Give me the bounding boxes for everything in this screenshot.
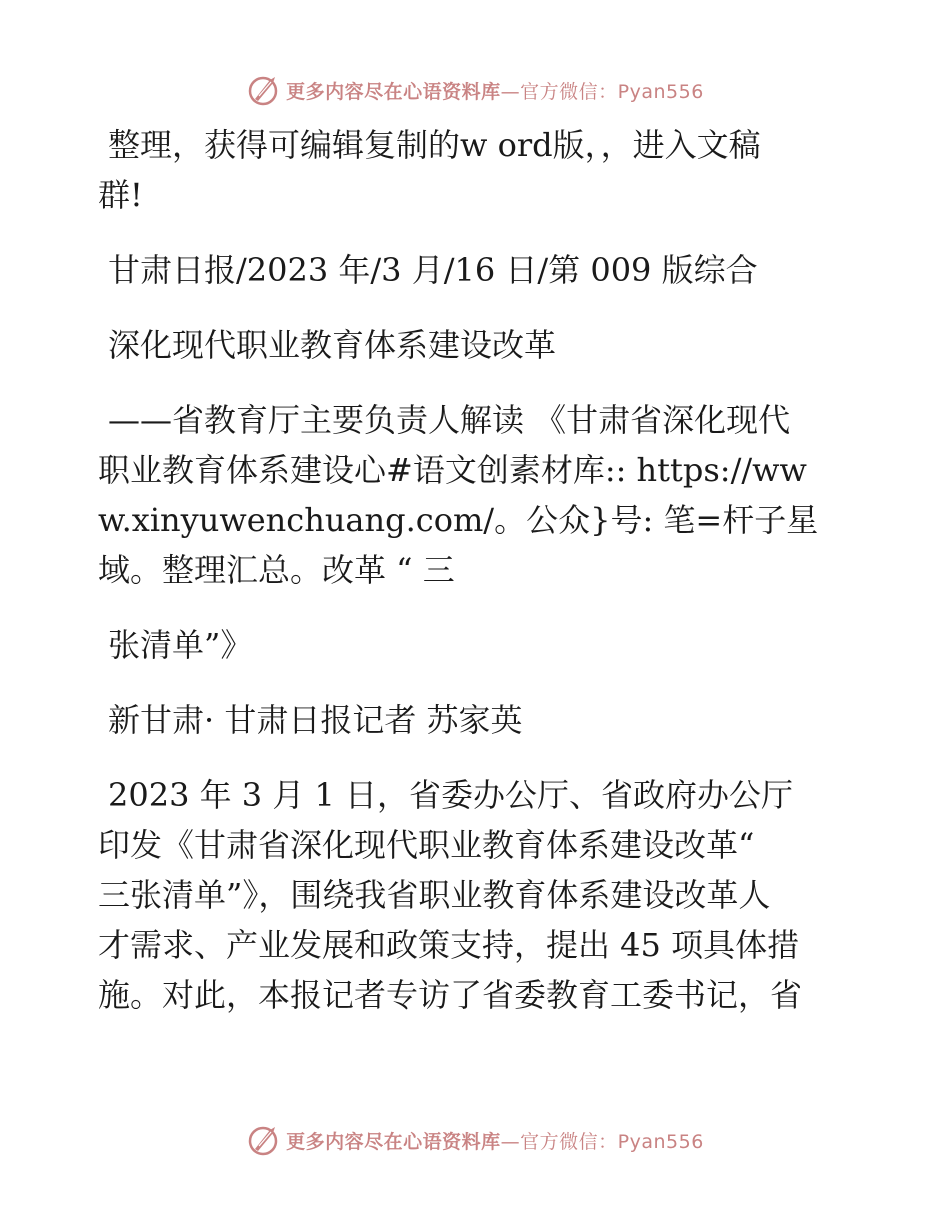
quill-logo-icon <box>246 72 282 108</box>
watermark-brand: 更多内容尽在心语资料库 <box>286 80 501 103</box>
document-body <box>98 120 853 1020</box>
byline: 新甘肃· 甘肃日报记者 苏家英 <box>108 701 523 739</box>
watermark-text <box>286 1127 704 1154</box>
body-line: 施。对此，本报记者专访了省委教育工委书记，省 <box>98 976 803 1014</box>
watermark-wechat: —官方微信：Pyan556 <box>500 1130 704 1153</box>
subtitle-line: ——省教育厅主要负责人解读 《甘肃省深化现代 <box>108 401 791 439</box>
quill-logo-icon <box>246 1122 282 1158</box>
subtitle-line: w.xinyuwenchuang.com/。公众}号: 笔=杆子星 <box>98 501 819 539</box>
body-line: 才需求、产业发展和政策支持，提出 45 项具体措 <box>98 926 800 964</box>
subtitle-line: 职业教育体系建设心#语文创素材库:: https://ww <box>98 451 807 489</box>
intro-line: 整理，获得可编辑复制的w ord版，，进入文稿 <box>108 126 761 164</box>
source-line: 甘肃日报/2023 年/3 月/16 日/第 009 版综合 <box>108 251 758 289</box>
subtitle-line: 域。整理汇总。改革 “ 三 <box>98 551 455 589</box>
header-watermark <box>0 70 950 110</box>
subtitle-line: 张清单”》 <box>108 626 253 664</box>
body-line: 2023 年 3 月 1 日，省委办公厅、省政府办公厅 <box>108 776 794 814</box>
watermark-brand: 更多内容尽在心语资料库 <box>286 1130 501 1153</box>
footer-watermark <box>0 1120 950 1160</box>
body-line: 印发《甘肃省深化现代职业教育体系建设改革“ <box>98 826 755 864</box>
body-line: 三张清单”》，围绕我省职业教育体系建设改革人 <box>98 876 771 914</box>
watermark-wechat: —官方微信：Pyan556 <box>500 80 704 103</box>
watermark-text <box>286 77 704 104</box>
article-title: 深化现代职业教育体系建设改革 <box>108 326 557 364</box>
intro-line: 群! <box>98 176 143 214</box>
